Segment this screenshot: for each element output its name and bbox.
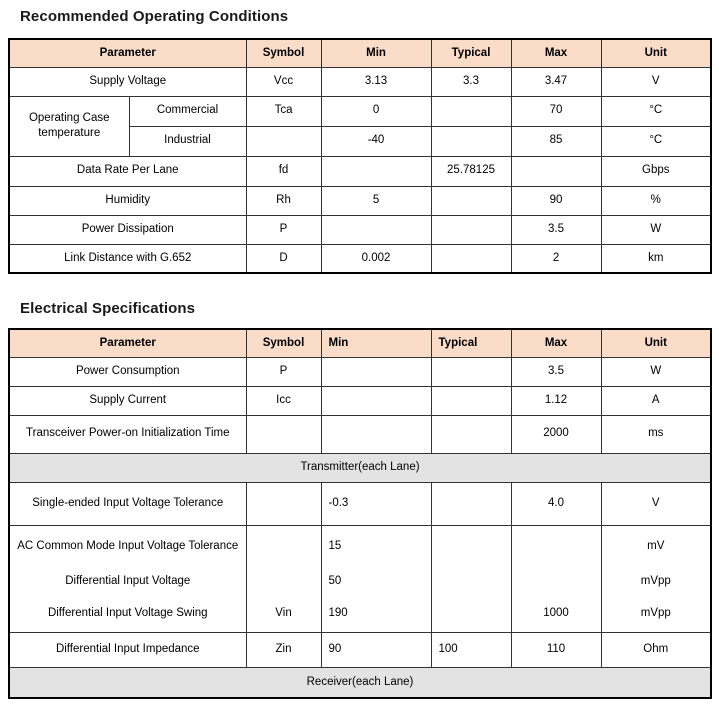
max-cell: 3.47 xyxy=(511,67,601,96)
typical-cell xyxy=(431,96,511,126)
recommended-operating-conditions-title: Recommended Operating Conditions xyxy=(20,8,289,25)
param-cell: Data Rate Per Lane xyxy=(9,156,246,186)
max-cell xyxy=(511,525,601,568)
symbol-cell: Vin xyxy=(246,596,321,632)
t1-header-symbol: Symbol xyxy=(246,39,321,67)
t2-header-min: Min xyxy=(321,329,431,357)
min-cell: 190 xyxy=(321,596,431,632)
t1-header-min: Min xyxy=(321,39,431,67)
typical-cell xyxy=(431,568,511,596)
min-cell: 0.002 xyxy=(321,244,431,273)
min-cell xyxy=(321,215,431,244)
min-cell: 3.13 xyxy=(321,67,431,96)
unit-cell: °C xyxy=(601,96,711,126)
t1-header-parameter: Parameter xyxy=(9,39,246,67)
typical-cell: 100 xyxy=(431,632,511,667)
unit-cell: V xyxy=(601,482,711,525)
max-cell xyxy=(511,568,601,596)
row-supply-current xyxy=(9,386,711,415)
max-cell: 3.5 xyxy=(511,215,601,244)
row-single-ended xyxy=(9,482,711,525)
typical-cell xyxy=(431,357,511,386)
section-label: Receiver(each Lane) xyxy=(9,667,711,698)
symbol-cell: Zin xyxy=(246,632,321,667)
min-cell: -40 xyxy=(321,126,431,156)
row-diff-input-voltage xyxy=(9,568,711,596)
row-case-temp-commercial xyxy=(9,96,711,126)
section-row-receiver xyxy=(9,667,711,698)
t2-header-typical: Typical xyxy=(431,329,511,357)
max-cell: 2000 xyxy=(511,415,601,453)
min-cell xyxy=(321,357,431,386)
param-cell: Single-ended Input Voltage Tolerance xyxy=(9,482,246,525)
recommended-operating-conditions-table xyxy=(8,38,712,274)
param-cell: Supply Voltage xyxy=(9,67,246,96)
param-cell: AC Common Mode Input Voltage Tolerance xyxy=(9,525,246,568)
typical-cell xyxy=(431,126,511,156)
t2-header-unit: Unit xyxy=(601,329,711,357)
unit-cell: mVpp xyxy=(601,568,711,596)
unit-cell: ms xyxy=(601,415,711,453)
param-sub-cell: Industrial xyxy=(129,126,246,156)
param-cell: Humidity xyxy=(9,186,246,215)
min-cell: 0 xyxy=(321,96,431,126)
row-init-time xyxy=(9,415,711,453)
param-cell: Transceiver Power-on Initialization Time xyxy=(9,415,246,453)
unit-cell: Gbps xyxy=(601,156,711,186)
row-diff-input-voltage-swing xyxy=(9,596,711,632)
typical-cell xyxy=(431,386,511,415)
t1-header-typical: Typical xyxy=(431,39,511,67)
param-cell: Differential Input Impedance xyxy=(9,632,246,667)
row-link-distance xyxy=(9,244,711,273)
max-cell: 110 xyxy=(511,632,601,667)
param-cell: Link Distance with G.652 xyxy=(9,244,246,273)
max-cell: 85 xyxy=(511,126,601,156)
typical-cell xyxy=(431,525,511,568)
row-humidity xyxy=(9,186,711,215)
min-cell xyxy=(321,415,431,453)
typical-cell xyxy=(431,482,511,525)
unit-cell: V xyxy=(601,67,711,96)
min-cell xyxy=(321,386,431,415)
param-cell: Differential Input Voltage Swing xyxy=(9,596,246,632)
symbol-cell: Icc xyxy=(246,386,321,415)
typical-cell xyxy=(431,215,511,244)
max-cell: 4.0 xyxy=(511,482,601,525)
symbol-cell: D xyxy=(246,244,321,273)
max-cell xyxy=(511,156,601,186)
t2-header-max: Max xyxy=(511,329,601,357)
electrical-specifications-title: Electrical Specifications xyxy=(20,300,196,317)
t2-header-parameter: Parameter xyxy=(9,329,246,357)
min-cell: 15 xyxy=(321,525,431,568)
symbol-cell: Rh xyxy=(246,186,321,215)
typical-cell xyxy=(431,186,511,215)
row-power-dissipation xyxy=(9,215,711,244)
unit-cell: % xyxy=(601,186,711,215)
param-cell: Supply Current xyxy=(9,386,246,415)
param-group-cell: Operating Case temperature xyxy=(9,96,129,156)
t2-header-symbol: Symbol xyxy=(246,329,321,357)
typical-cell: 25.78125 xyxy=(431,156,511,186)
param-cell: Differential Input Voltage xyxy=(9,568,246,596)
min-cell: 50 xyxy=(321,568,431,596)
max-cell: 70 xyxy=(511,96,601,126)
min-cell: -0.3 xyxy=(321,482,431,525)
row-diff-input-impedance xyxy=(9,632,711,667)
row-power-consumption xyxy=(9,357,711,386)
t2-header-row xyxy=(9,329,711,357)
max-cell: 1.12 xyxy=(511,386,601,415)
symbol-cell: P xyxy=(246,357,321,386)
unit-cell: km xyxy=(601,244,711,273)
symbol-cell: P xyxy=(246,215,321,244)
param-sub-cell: Commercial xyxy=(129,96,246,126)
typical-cell: 3.3 xyxy=(431,67,511,96)
t1-header-row xyxy=(9,39,711,67)
max-cell: 3.5 xyxy=(511,357,601,386)
section-row-transmitter xyxy=(9,453,711,482)
row-ac-common-mode xyxy=(9,525,711,568)
unit-cell: Ohm xyxy=(601,632,711,667)
t1-header-max: Max xyxy=(511,39,601,67)
symbol-cell: Tca xyxy=(246,96,321,126)
symbol-cell xyxy=(246,126,321,156)
symbol-cell xyxy=(246,525,321,568)
row-data-rate xyxy=(9,156,711,186)
symbol-cell: Vcc xyxy=(246,67,321,96)
typical-cell xyxy=(431,596,511,632)
t1-header-unit: Unit xyxy=(601,39,711,67)
param-cell: Power Dissipation xyxy=(9,215,246,244)
symbol-cell xyxy=(246,415,321,453)
unit-cell: mVpp xyxy=(601,596,711,632)
min-cell: 5 xyxy=(321,186,431,215)
min-cell xyxy=(321,156,431,186)
typical-cell xyxy=(431,415,511,453)
symbol-cell xyxy=(246,482,321,525)
electrical-specifications-table xyxy=(8,328,712,699)
unit-cell: W xyxy=(601,215,711,244)
section-label: Transmitter(each Lane) xyxy=(9,453,711,482)
min-cell: 90 xyxy=(321,632,431,667)
max-cell: 1000 xyxy=(511,596,601,632)
max-cell: 90 xyxy=(511,186,601,215)
unit-cell: A xyxy=(601,386,711,415)
unit-cell: mV xyxy=(601,525,711,568)
symbol-cell xyxy=(246,568,321,596)
unit-cell: W xyxy=(601,357,711,386)
row-supply-voltage xyxy=(9,67,711,96)
param-cell: Power Consumption xyxy=(9,357,246,386)
unit-cell: °C xyxy=(601,126,711,156)
symbol-cell: fd xyxy=(246,156,321,186)
typical-cell xyxy=(431,244,511,273)
max-cell: 2 xyxy=(511,244,601,273)
